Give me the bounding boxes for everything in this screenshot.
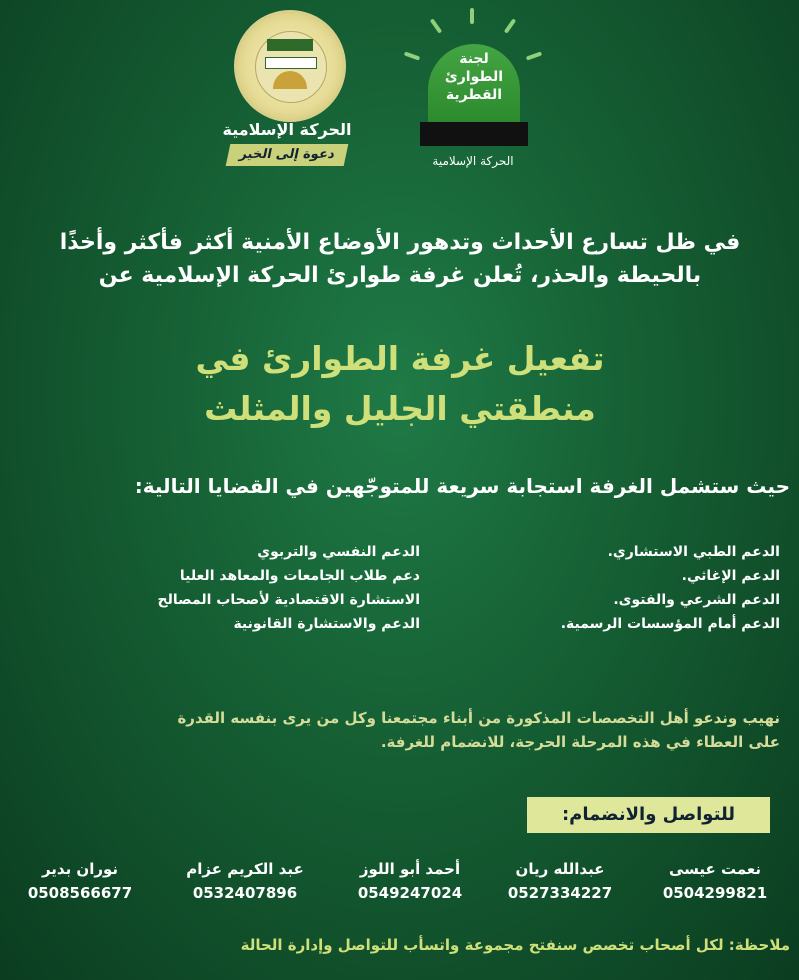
contact-name: نوران بدير bbox=[41, 860, 119, 878]
emergency-committee-org: الحركة الإسلامية bbox=[432, 154, 514, 168]
contact-card bbox=[15, 860, 145, 902]
beacon-base bbox=[420, 122, 528, 146]
call-to-join-text bbox=[20, 706, 780, 754]
beacon-ray-icon bbox=[526, 51, 542, 60]
headline bbox=[30, 334, 770, 434]
list-item: الاستشارة الاقتصادية لأصحاب المصالح bbox=[157, 592, 420, 608]
call-line-1: نهيب وندعو أهل التخصصات المذكورة من أبناء مجتمعنا وكل من يرى بنفسه القدرة bbox=[177, 709, 780, 727]
services-list-right bbox=[450, 540, 780, 636]
contact-name: نعمت عيسى bbox=[668, 860, 762, 878]
list-item: الدعم أمام المؤسسات الرسمية. bbox=[560, 616, 780, 632]
contact-name: عبدالله ريان bbox=[515, 860, 605, 878]
headline-line-1: تفعيل غرفة الطوارئ في bbox=[195, 339, 605, 378]
beacon-ray-icon bbox=[504, 18, 516, 33]
beacon-ray-icon bbox=[430, 18, 442, 33]
list-item: الدعم الطبي الاستشاري. bbox=[607, 544, 780, 560]
islamic-movement-name: الحركة الإسلامية bbox=[222, 120, 352, 139]
contact-card bbox=[170, 860, 320, 902]
contact-phone[interactable]: 0508566677 bbox=[27, 884, 133, 902]
contact-phone[interactable]: 0504299821 bbox=[662, 884, 768, 902]
beacon-ray-icon bbox=[404, 51, 420, 60]
emergency-committee-logo bbox=[398, 8, 548, 173]
call-line-2: على العطاء في هذه المرحلة الحرجة، للانضمام للغرفة. bbox=[380, 733, 780, 751]
contact-name: عبد الكريم عزام bbox=[186, 860, 304, 878]
seal-emblem-icon bbox=[234, 10, 346, 122]
intro-text: في ظل تسارع الأحداث وتدهور الأوضاع الأمنية أكثر فأكثر وأخذًا بالحيطة والحذر، تُعلن غرفة طوارئ الحركة الإسلامية عن bbox=[59, 230, 741, 288]
contact-label-box: للتواصل والانضمام: bbox=[527, 797, 770, 833]
services-list-left bbox=[60, 540, 420, 636]
list-item: الدعم الإغاثي. bbox=[681, 568, 780, 584]
beacon-ray-icon bbox=[470, 8, 474, 24]
note-text: ملاحظة: لكل أصحاب تخصص سنفتح مجموعة واتسأب للتواصل وإدارة الحالة bbox=[240, 936, 790, 954]
islamic-movement-logo bbox=[222, 10, 372, 170]
contact-card bbox=[650, 860, 780, 902]
contact-card bbox=[495, 860, 625, 902]
contact-phone[interactable]: 0532407896 bbox=[192, 884, 298, 902]
contact-phone[interactable]: 0527334227 bbox=[507, 884, 613, 902]
services-intro: حيث ستشمل الغرفة استجابة سريعة للمتوجّهين في القضايا التالية: bbox=[134, 474, 790, 498]
list-item: الدعم النفسي والتربوي bbox=[257, 544, 420, 560]
list-item: الدعم الشرعي والفتوى. bbox=[613, 592, 780, 608]
list-item: الدعم والاستشارة القانونية bbox=[233, 616, 420, 632]
emergency-committee-name: لجنة الطوارئ القطرية bbox=[444, 51, 504, 103]
contact-phone[interactable]: 0549247024 bbox=[357, 884, 463, 902]
contact-card bbox=[340, 860, 480, 902]
islamic-movement-slogan: دعوة إلى الخير bbox=[226, 144, 349, 166]
list-item: دعم طلاب الجامعات والمعاهد العليا bbox=[179, 568, 420, 584]
headline-line-2: منطقتي الجليل والمثلث bbox=[204, 389, 596, 428]
contact-name: أحمد أبو اللوز bbox=[359, 860, 461, 878]
